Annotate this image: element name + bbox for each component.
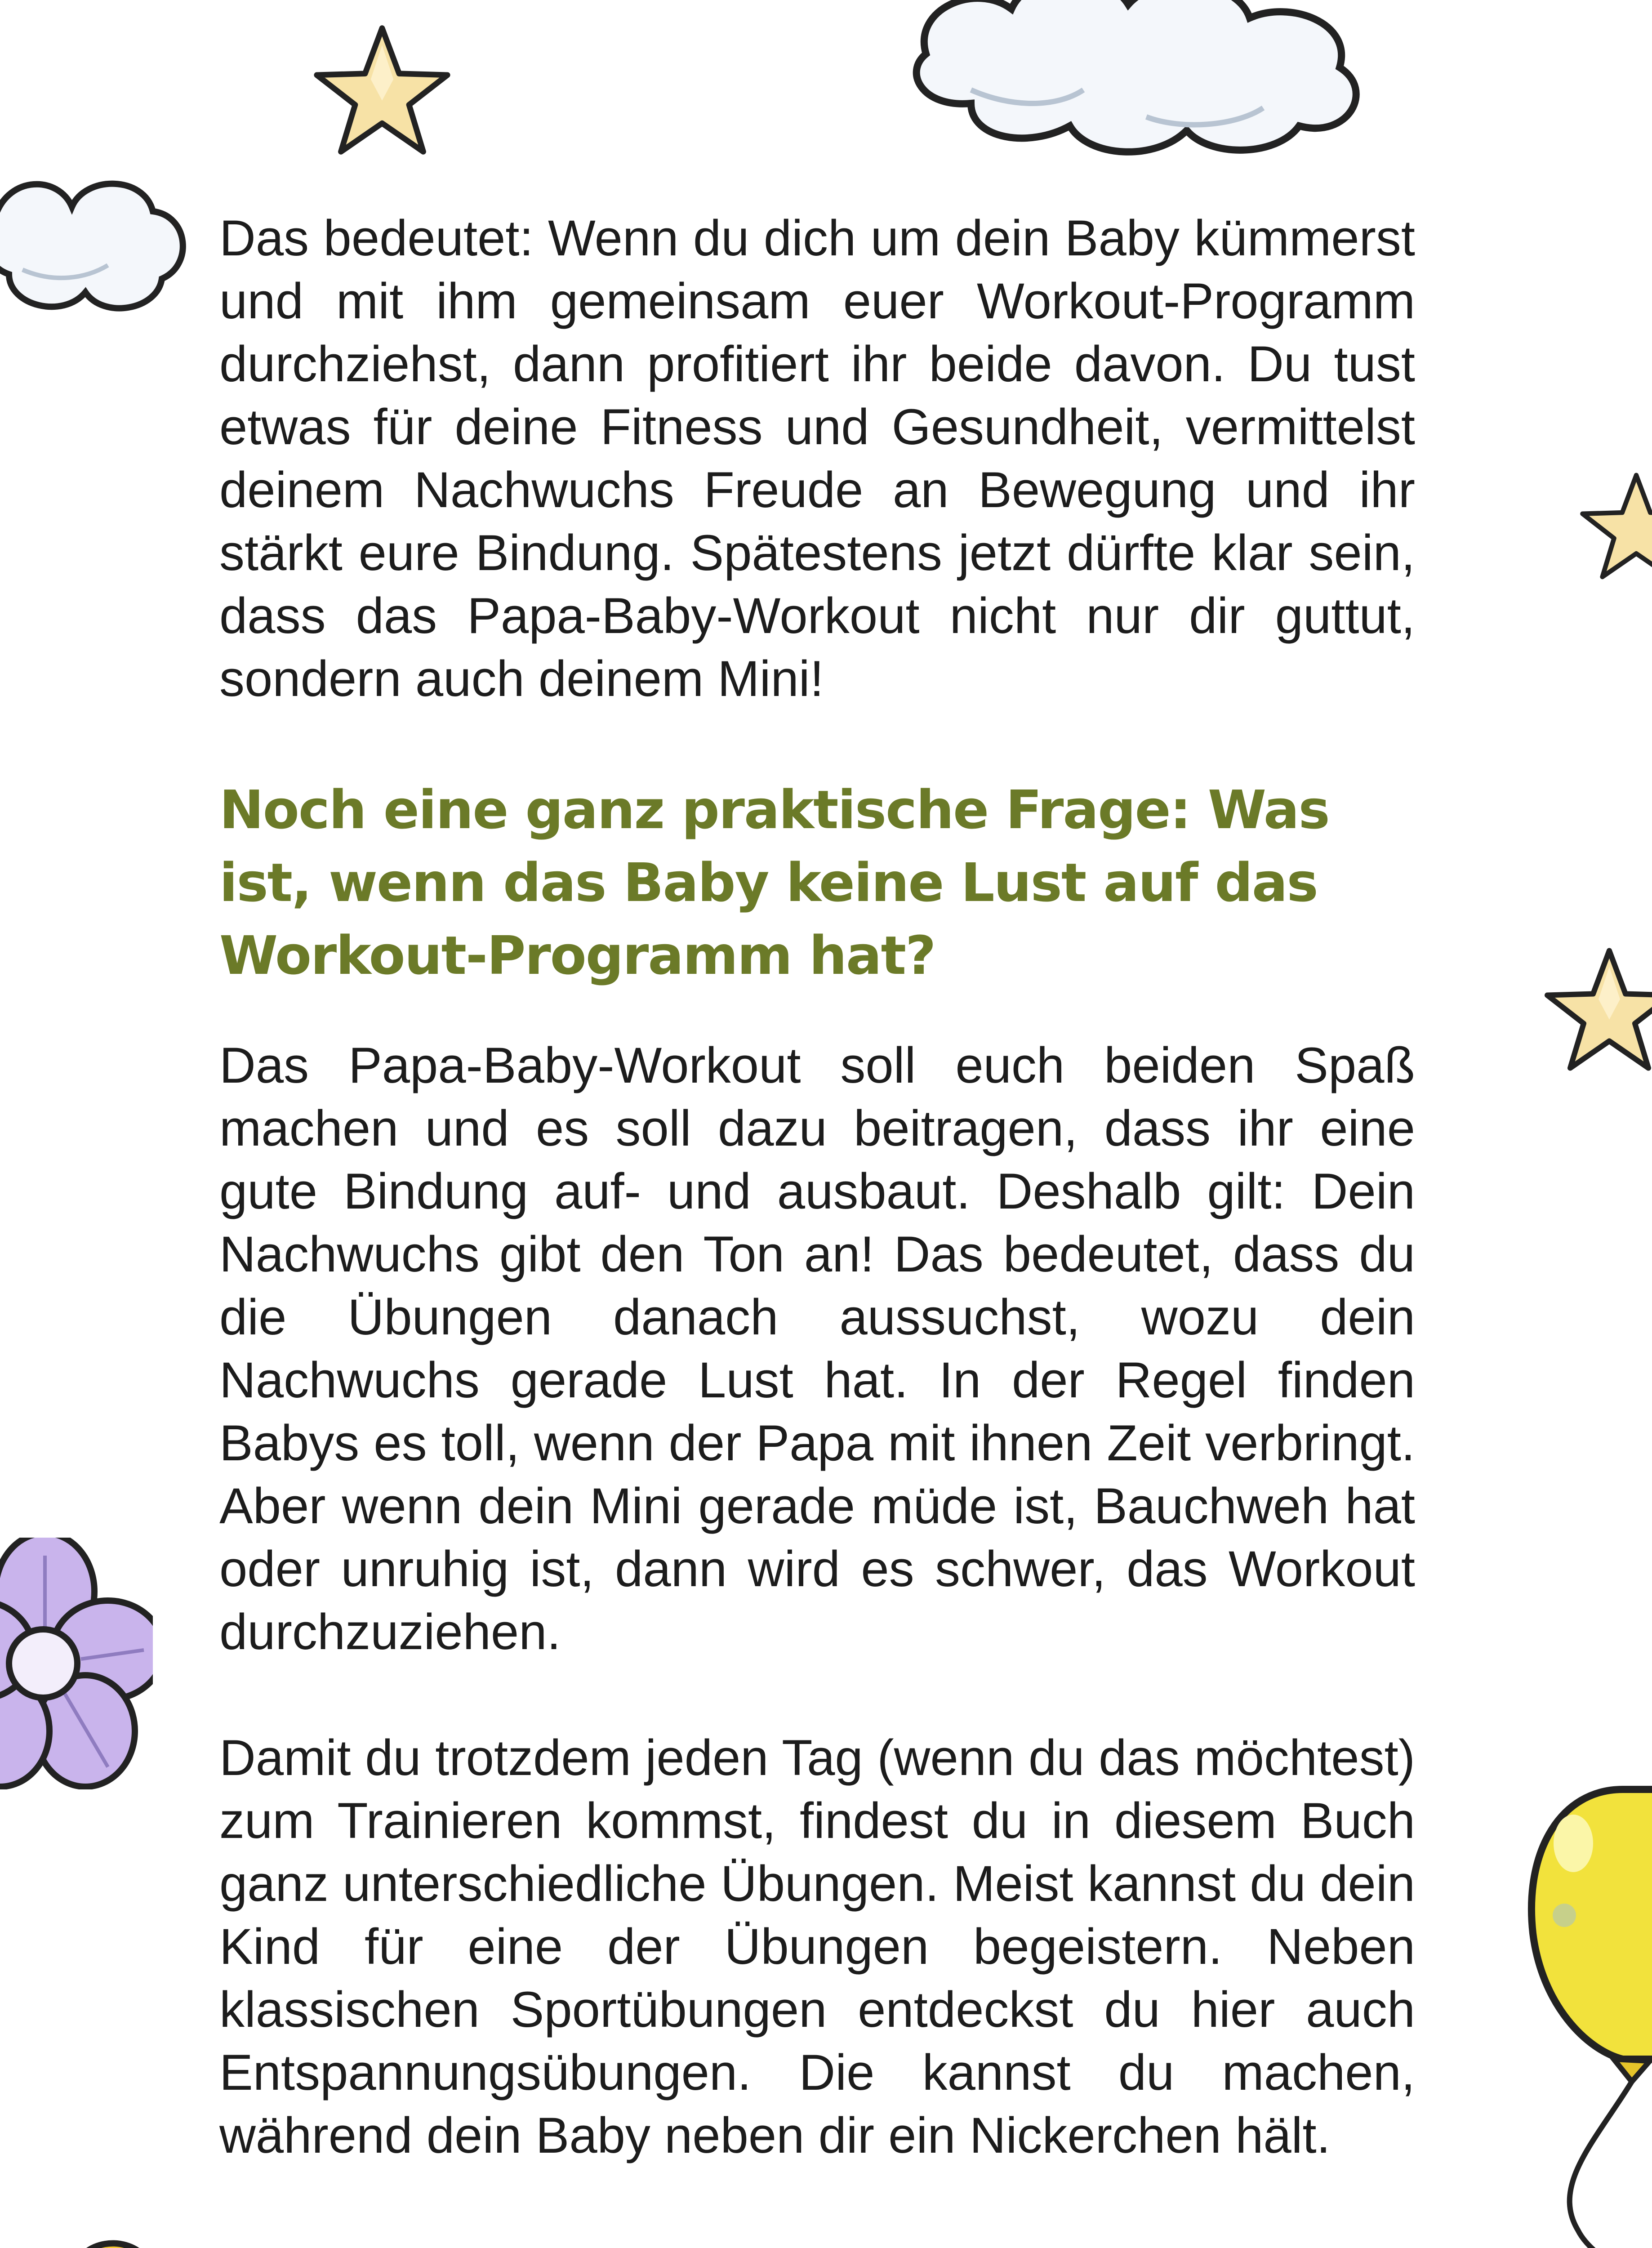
star-icon bbox=[310, 22, 454, 157]
body-paragraph-1: Das bedeutet: Wenn du dich um dein Baby kümmerst und mit ihm gemeinsam euer Workout-Programm durchziehst, dann profitiert ihr beide davon. Du tust etwas für deine Fitness und Gesundheit, vermittelst deinem Nachwuchs Freude an Bewegung und ihr stärkt eure Bindung. Spätestens jetzt dürfte klar sein, dass das Papa-Baby-Workout nicht nur dir guttut, sondern auch deinem Mini! bbox=[219, 210, 1415, 707]
body-paragraph-3: Damit du trotzdem jeden Tag (wenn du das möchtest) zum Trainieren kommst, findest du in diesem Buch ganz unterschiedliche Übungen. Meist kannst du dein Kind für eine der Übungen begeistern. Neben klassischen Sportübungen entdeckst du hier auch Entspannungsübungen. Die kannst du machen, während dein Baby neben dir ein Nickerchen hält. bbox=[219, 1730, 1415, 2163]
balloon-icon bbox=[1524, 1780, 1652, 2248]
cloud-icon bbox=[0, 157, 193, 328]
flower-icon bbox=[0, 1538, 153, 1789]
rubber-duck-icon bbox=[0, 2226, 193, 2248]
star-icon bbox=[1542, 944, 1652, 1075]
star-icon bbox=[1578, 459, 1652, 593]
section-heading: Noch eine ganz praktische Frage: Was ist, wenn das Baby keine Lust auf das Workout-Programm hat? bbox=[219, 779, 1329, 986]
body-paragraph-2: Das Papa-Baby-Workout soll euch beiden Spaß machen und es soll dazu beitragen, dass ihr eine gute Bindung auf- und ausbaut. Deshalb gilt: Dein Nachwuchs gibt den Ton an! Das bedeutet, dass du die Übungen danach aussuchst, wozu dein Nachwuchs gerade Lust hat. In der Regel finden Babys es toll, wenn der Papa mit ihnen Zeit verbringt. Aber wenn dein Mini gerade müde ist, Bauchweh hat oder unruhig ist, dann wird es schwer, das Workout durchzuziehen. bbox=[219, 1037, 1415, 1660]
cloud-icon bbox=[895, 0, 1389, 162]
